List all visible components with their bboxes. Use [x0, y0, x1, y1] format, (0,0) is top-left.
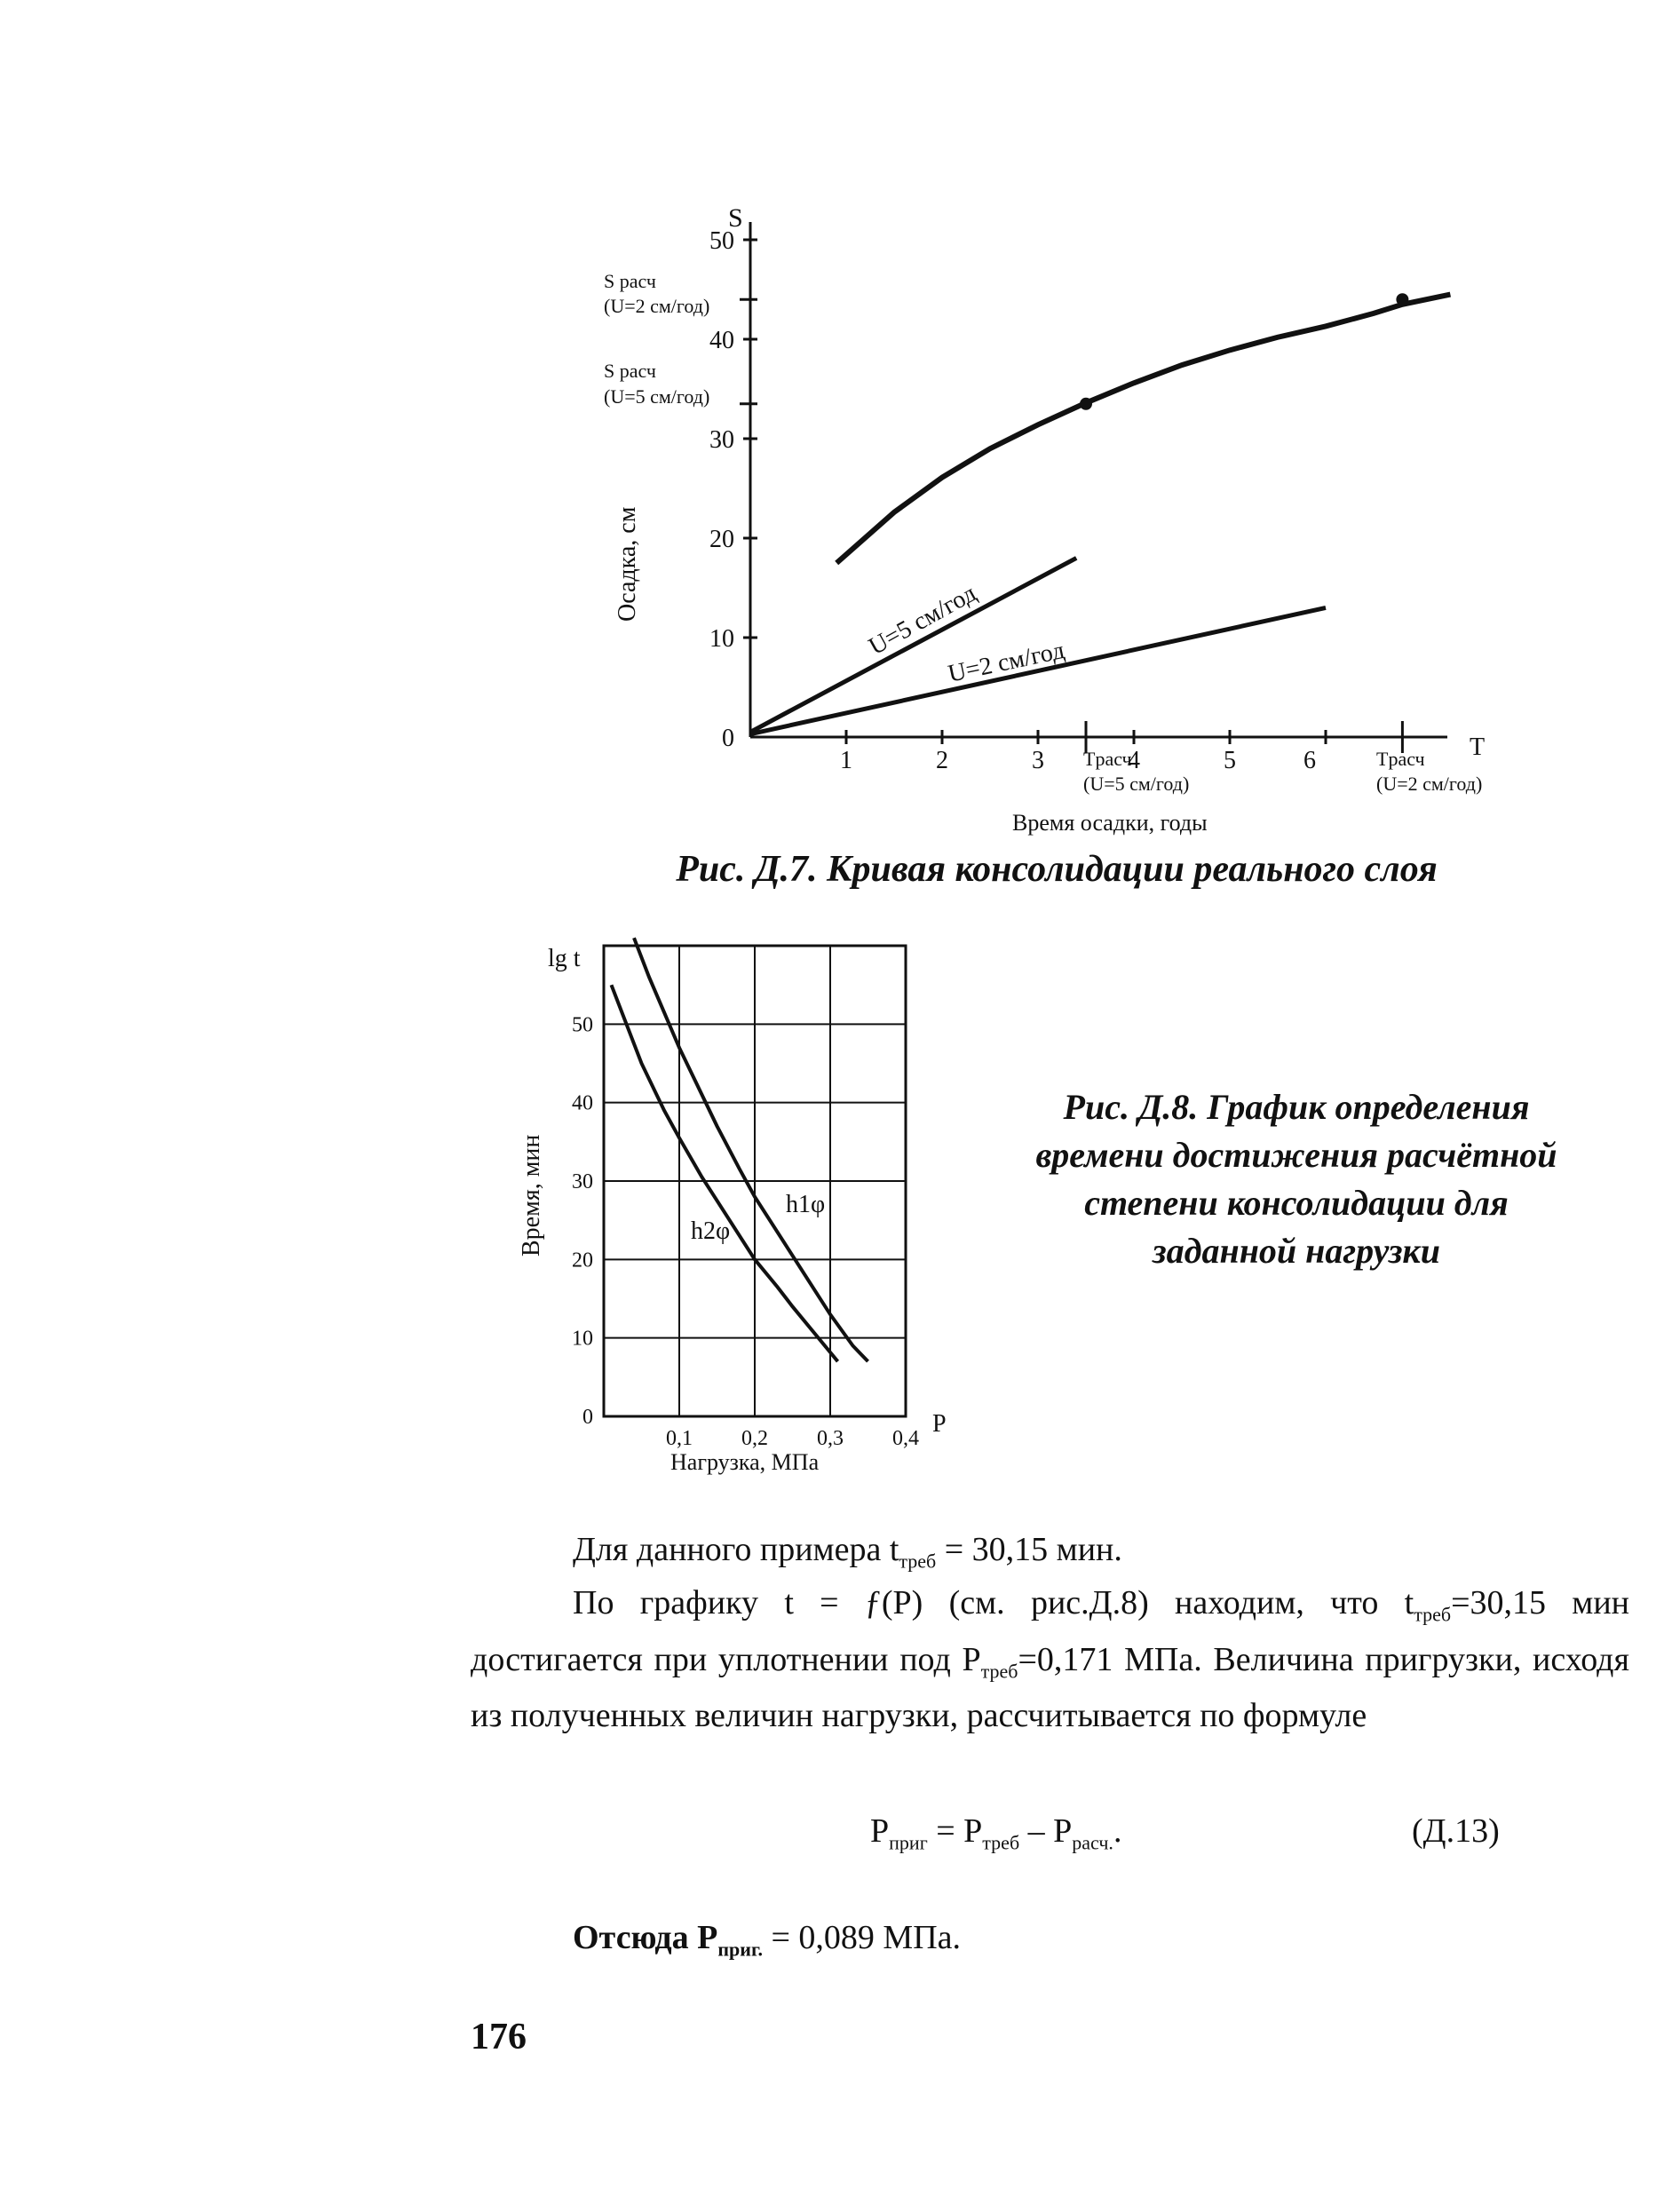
p2-sub-1: треб — [1414, 1603, 1452, 1626]
fig7-s-calc-2-label: S расч — [604, 270, 656, 292]
result-value: = 0,089 МПа. — [762, 1919, 961, 1956]
figure-8-caption-line: Рис. Д.8. График определения — [1063, 1087, 1530, 1127]
fig8-y-tick-label: 10 — [572, 1327, 593, 1351]
figure-7-chart — [0, 0, 1656, 844]
figure-8-caption — [977, 1083, 1616, 1275]
fig8-y-ticks — [572, 1013, 593, 1429]
fig8-x-tick-label: 0,4 — [892, 1427, 919, 1450]
page-number: 176 — [471, 2017, 527, 2057]
figure-7-caption: Рис. Д.7. Кривая консолидации реального слоя — [676, 849, 1438, 890]
p1-sub: треб — [899, 1550, 937, 1573]
result-label: Отсюда P — [573, 1919, 718, 1956]
fig7-y-tick-label: 30 — [709, 426, 734, 454]
fig7-x-label: Время осадки, годы — [1012, 810, 1208, 836]
fig8-x-ticks — [666, 1427, 919, 1450]
fig8-x-tick-label: 0,2 — [741, 1427, 768, 1450]
fig7-x-tick-label: 5 — [1224, 747, 1236, 774]
equation-number: (Д.13) — [1412, 1812, 1500, 1850]
fig7-t-calc-5-label: Tрасч — [1083, 748, 1132, 770]
fig8-y-tick-label: 40 — [572, 1091, 593, 1115]
fig7-y-symbol: S — [728, 203, 743, 233]
fig8-y-symbol: lg t — [548, 945, 581, 972]
fig7-x-tick-label: 3 — [1032, 747, 1044, 774]
formula-sub: расч. — [1072, 1831, 1113, 1854]
formula-part: – P — [1019, 1812, 1073, 1850]
figure-8-caption-line: заданной нагрузки — [1153, 1231, 1440, 1271]
result-sub: приг. — [717, 1938, 763, 1961]
figure-8-chart — [0, 924, 977, 1492]
fig8-y-tick-label: 30 — [572, 1170, 593, 1193]
fig8-y-label: Время, мин — [518, 1134, 545, 1257]
fig8-x-tick-label: 0,1 — [666, 1427, 693, 1450]
formula-d13 — [870, 1812, 1121, 1855]
fig7-line-u2 — [750, 607, 1326, 733]
p2-text-b: =30,15 мин достигается при уплотнении под P — [471, 1584, 1630, 1678]
paragraph-1 — [471, 1527, 1629, 1584]
fig7-t-calc-2-sub: (U=2 см/год) — [1376, 773, 1483, 795]
fig8-curve-h1 — [634, 938, 868, 1361]
fig7-y-tick-label: 50 — [709, 227, 734, 255]
fig7-x-tick-label: 4 — [1128, 747, 1140, 774]
fig8-curve-h2 — [612, 985, 838, 1361]
result-line — [573, 1918, 961, 1962]
fig7-x-tick-label: 2 — [936, 747, 948, 774]
fig8-curve2-label: h2φ — [691, 1217, 731, 1245]
formula-sub: приг — [889, 1831, 928, 1854]
fig8-y-tick-label: 20 — [572, 1249, 593, 1272]
fig7-y-tick-label: 20 — [709, 526, 734, 553]
fig7-t-calc-2-label: Tрасч — [1376, 748, 1425, 770]
fig7-line-label-2: U=2 см/год — [946, 636, 1067, 688]
fig7-consolidation-curve — [836, 295, 1450, 563]
fig7-y-label: Осадка, см — [614, 506, 641, 622]
fig7-y-tick-label: 40 — [709, 327, 734, 354]
fig8-x-symbol: P — [932, 1410, 947, 1438]
fig7-t-calc-5-sub: (U=5 см/год) — [1083, 773, 1190, 795]
fig8-grid — [604, 946, 906, 1416]
fig7-point — [1080, 398, 1092, 410]
figure-8-caption-line: времени достижения расчётной — [1035, 1135, 1557, 1175]
fig8-curve1-label: h1φ — [786, 1191, 826, 1218]
fig7-line-label-5: U=5 см/год — [864, 579, 981, 662]
fig7-x-tick-label: 1 — [840, 747, 852, 774]
p1-text-end: = 30,15 мин. — [936, 1531, 1122, 1568]
fig8-x-tick-label: 0,3 — [817, 1427, 844, 1450]
fig7-s-calc-5-label: S расч — [604, 360, 656, 382]
fig7-x-tick-label: 6 — [1303, 747, 1316, 774]
p2-sub-2: треб — [980, 1660, 1018, 1683]
fig7-x-symbol: T — [1470, 733, 1486, 761]
fig7-points — [1080, 293, 1408, 410]
fig7-point — [1396, 293, 1408, 305]
p2-text-c: =0,171 МПа. Величина пригрузки, исходя из полученных величин нагрузки, рассчитывается по формуле — [471, 1640, 1629, 1735]
formula-part: . — [1113, 1812, 1122, 1850]
fig8-y-tick-label: 0 — [582, 1406, 593, 1429]
figure-8-caption-line: степени консолидации для — [1084, 1183, 1509, 1223]
p1-text: Для данного примера t — [573, 1531, 899, 1568]
formula-part: = P — [927, 1812, 983, 1850]
paragraph-2 — [471, 1581, 1629, 1738]
fig7-s-calc-2-sub: (U=2 см/год) — [604, 295, 710, 317]
fig7-y-tick-label: 0 — [722, 725, 734, 752]
formula-part: P — [870, 1812, 890, 1850]
p2-text-a: По графику t = ƒ(P) (см. рис.Д.8) находим, что t — [573, 1584, 1414, 1621]
fig8-y-tick-label: 50 — [572, 1013, 593, 1037]
fig8-x-label: Нагрузка, МПа — [670, 1449, 820, 1475]
fig7-s-calc-5-sub: (U=5 см/год) — [604, 385, 710, 408]
formula-sub: треб — [982, 1831, 1020, 1854]
fig7-y-tick-label: 10 — [709, 625, 734, 653]
